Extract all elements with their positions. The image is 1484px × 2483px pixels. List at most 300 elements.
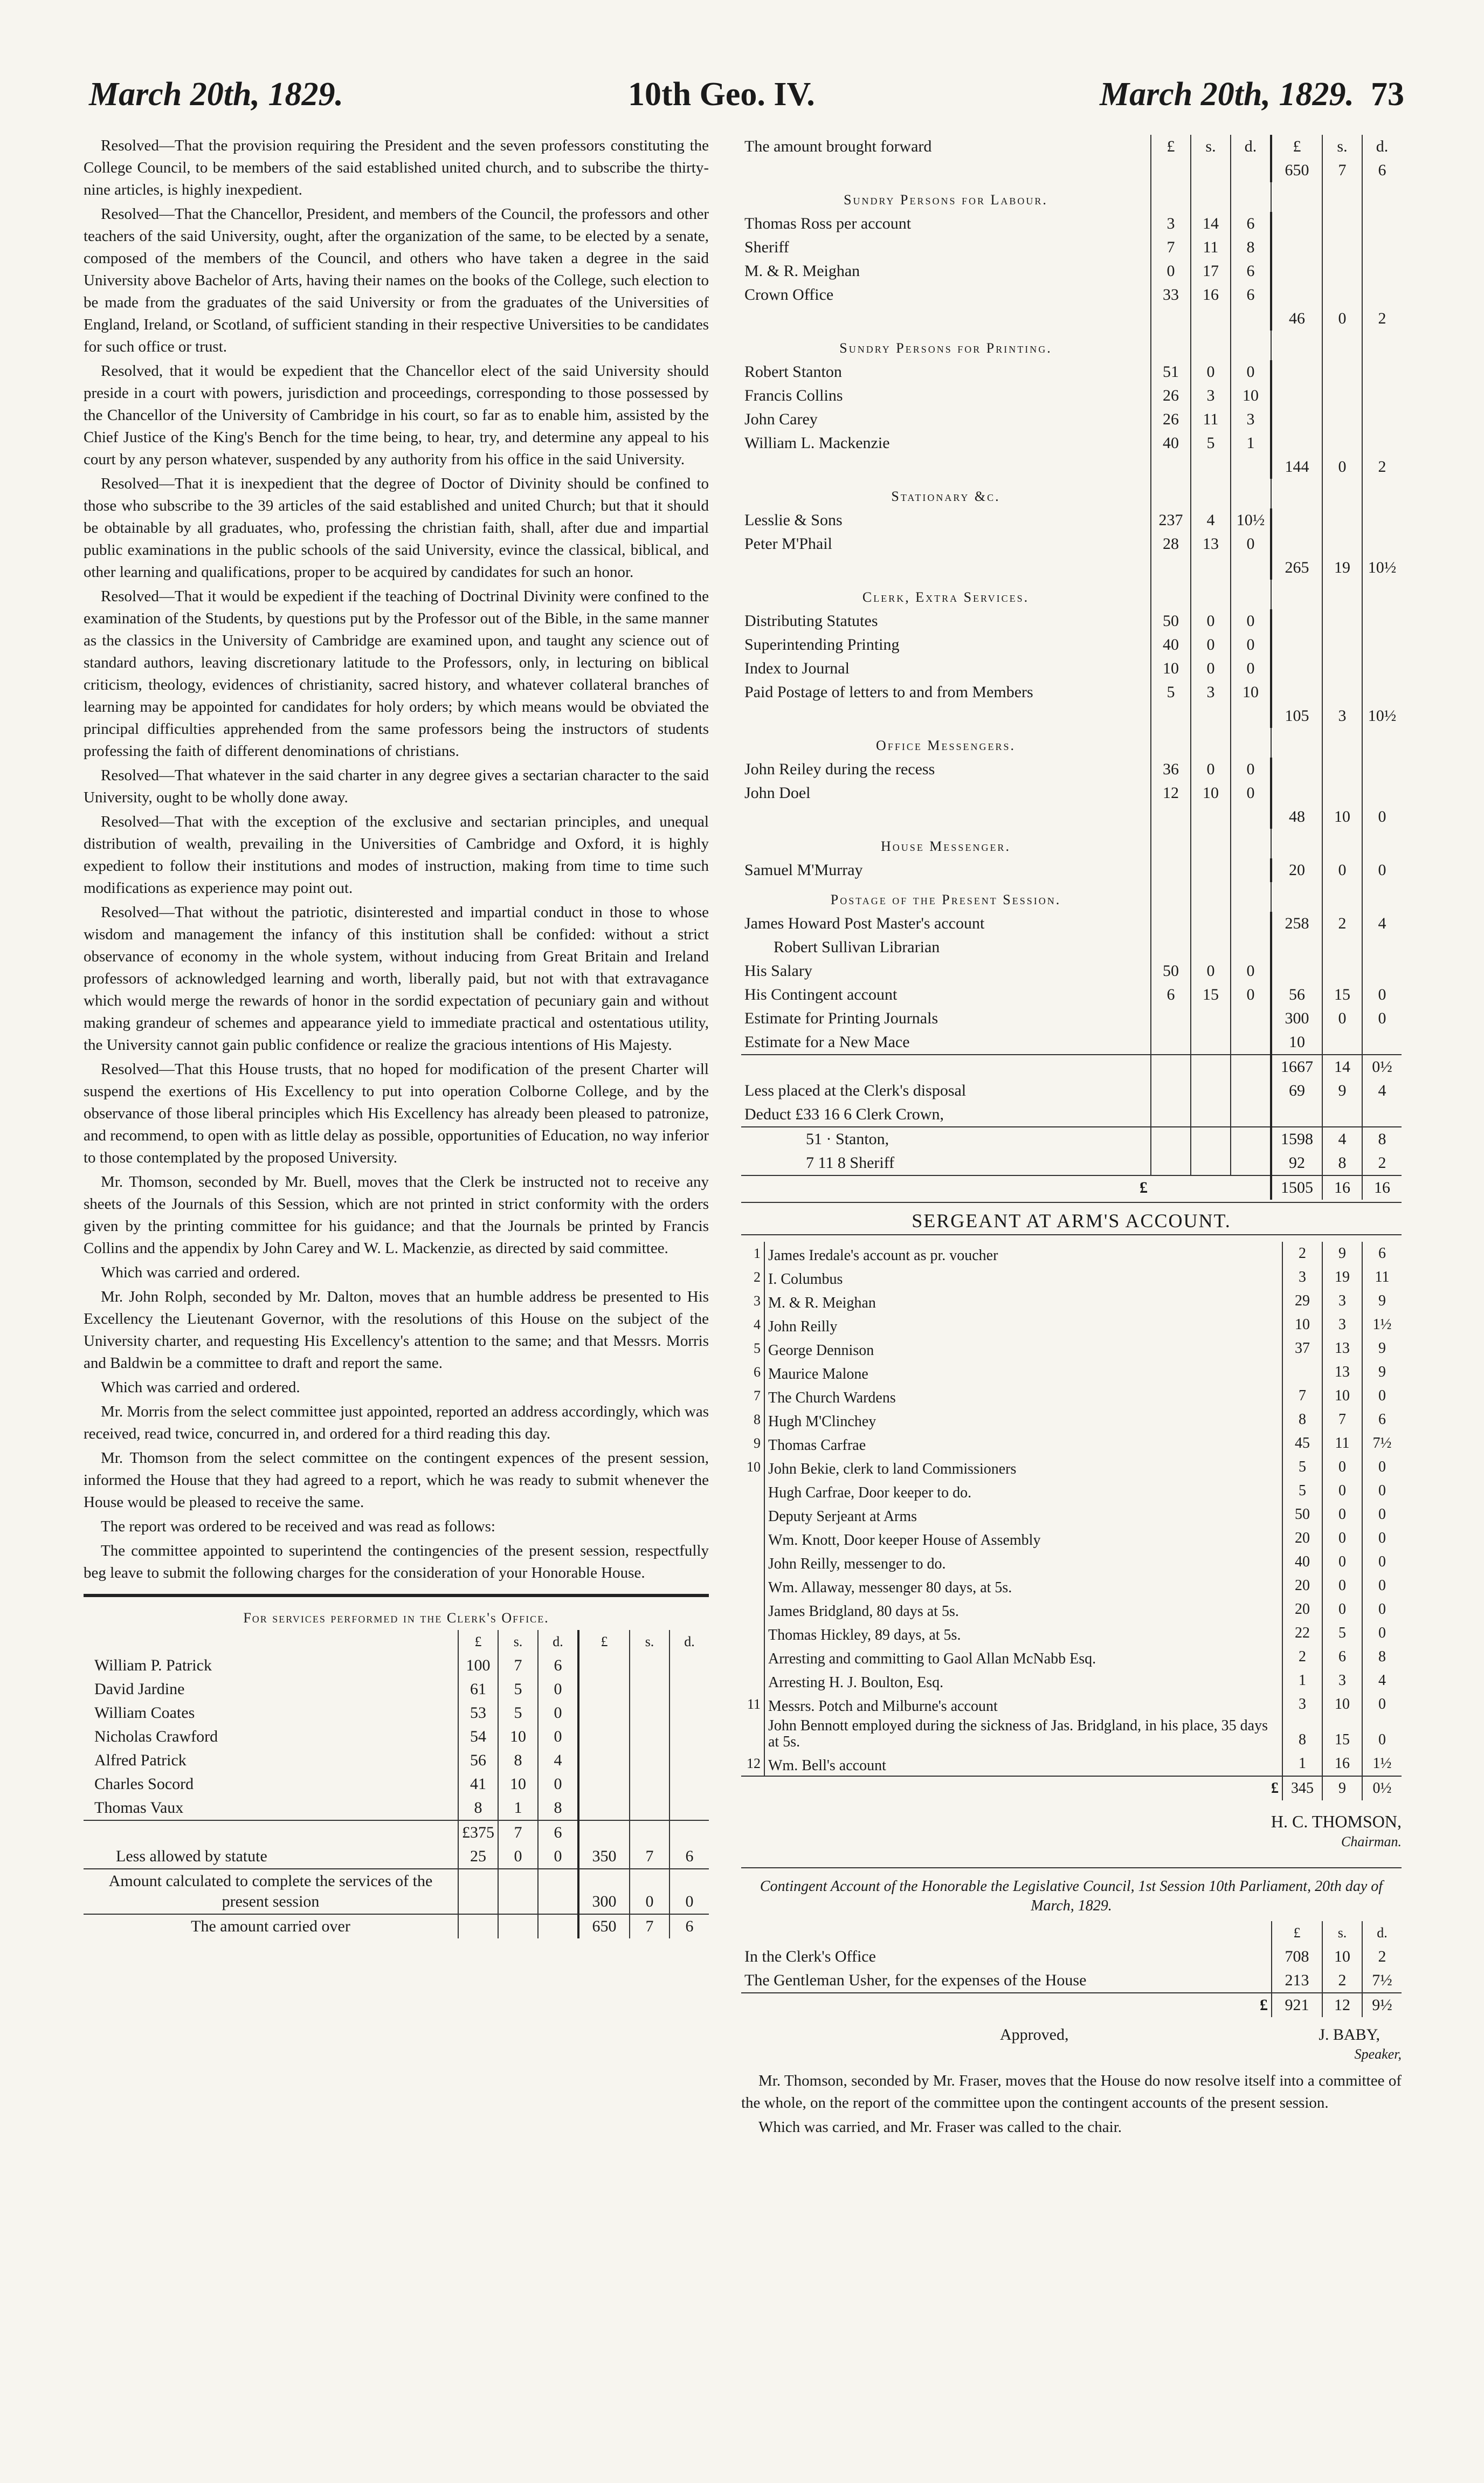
- section-total-d: 0: [1362, 858, 1402, 882]
- estimate-l: 10: [1271, 1030, 1322, 1055]
- section-total-row: [741, 455, 1402, 479]
- amount-pounds: 8: [1282, 1408, 1322, 1432]
- empty-cell: [1362, 781, 1402, 805]
- empty-cell: [1231, 704, 1271, 728]
- amount-pounds: 8: [458, 1796, 498, 1820]
- section-title: Postage of the Present Session.: [830, 892, 1061, 907]
- council-table: [741, 1921, 1402, 2017]
- empty-cell: [669, 1749, 709, 1772]
- empty-cell: [1362, 384, 1402, 408]
- account-name: In the Clerk's Office: [744, 1948, 876, 1965]
- section-heading-row: [741, 829, 1402, 858]
- empty-cell: [1231, 829, 1271, 858]
- amount-pence: 1: [1231, 431, 1271, 455]
- final-sym: £: [741, 1175, 1151, 1200]
- amount-shillings: 0: [1322, 1598, 1362, 1621]
- amount-pounds: 56: [458, 1749, 498, 1772]
- table-row: [84, 1749, 709, 1772]
- sergeant-total-l: 345: [1282, 1776, 1322, 1800]
- empty-cell: [1271, 384, 1322, 408]
- amount-shillings: 0: [1191, 609, 1231, 633]
- council-total-sym: £: [741, 1993, 1272, 2017]
- final-d: 16: [1362, 1175, 1402, 1200]
- amount-shillings: 0: [1191, 633, 1231, 657]
- amount-shillings: 5: [1191, 431, 1231, 455]
- speaker-role: Speaker,: [1354, 2046, 1402, 2062]
- table-row: [741, 1479, 1402, 1503]
- amount-pounds: 5: [1151, 680, 1191, 704]
- row-number: 10: [747, 1459, 761, 1475]
- amount-pounds: 10: [1282, 1313, 1322, 1337]
- section-total-l: 48: [1271, 805, 1322, 829]
- empty-cell: [630, 1749, 669, 1772]
- resolution-paragraph: Resolved—That this House trusts, that no hoped for modification of the present Charter will suspend the exertions of His Excellency to put into operation Colborne College, and by the observance of those liberal principles which His Excellency has already been pleased to patronize, and recommend, to open with as little delay as possible, opportunities of Education, no way inferior to those contemplated by the proposed University.: [84, 1061, 709, 1166]
- table-row: [84, 1654, 709, 1677]
- salary-s: 0: [1191, 959, 1231, 983]
- payee-name: John Doel: [744, 784, 811, 802]
- net-d: 8: [1362, 1127, 1402, 1151]
- empty-cell: [1322, 479, 1362, 508]
- col-head: s.: [498, 1630, 538, 1654]
- resolution-paragraph: Resolved—That the Chancellor, President, and members of the Council, the professors and other teachers of the said University, ought, after the organization of the same, to be elected by a senate, composed of the members of the Council, and others who have taken a degree in the said University above Bachelor of Arts, having their names on the books of the College, such election to be made from the graduates of the said University or from the graduates of the Universities of England, Ireland, or Scotland, of sufficient standing in their respective Universities to be candidates for such office or trust.: [84, 205, 709, 355]
- table-row: [741, 283, 1402, 307]
- row-number: [741, 1526, 764, 1550]
- row-number: [741, 1645, 764, 1669]
- empty-cell: [1231, 728, 1271, 758]
- net-l: 1598: [1271, 1127, 1322, 1151]
- empty-cell: [1191, 307, 1231, 331]
- empty-cell: [1362, 259, 1402, 283]
- amount-pounds: 5: [1282, 1455, 1322, 1479]
- amount-pence: 8: [1362, 1645, 1402, 1669]
- payee-name: Thomas Carfrae: [764, 1432, 1282, 1455]
- salary-d: 0: [1231, 959, 1271, 983]
- amount-pounds: 708: [1272, 1945, 1322, 1969]
- payee-name: The Church Wardens: [764, 1384, 1282, 1408]
- payee-name: John Carey: [744, 410, 818, 428]
- empty-cell: [1362, 758, 1402, 781]
- table-row: [84, 1796, 709, 1820]
- empty-cell: [669, 1772, 709, 1796]
- amount-shillings: 7: [1322, 1408, 1362, 1432]
- col-head: d.: [538, 1630, 578, 1654]
- empty-cell: [1362, 580, 1402, 609]
- amount-pence: 0: [1231, 633, 1271, 657]
- council-total-d: 9½: [1362, 1993, 1402, 2017]
- row-number: 7: [754, 1388, 761, 1404]
- brought-forward-l: 650: [1271, 159, 1322, 182]
- empty-cell: [1151, 182, 1191, 212]
- empty-cell: [1231, 556, 1271, 580]
- speaker-signature: [741, 2044, 1402, 2065]
- amount-shillings: 13: [1191, 532, 1231, 556]
- section-heading-row: [741, 182, 1402, 212]
- empty-cell: [1271, 657, 1322, 680]
- amount-pounds: 37: [1282, 1337, 1322, 1360]
- empty-cell: [1191, 829, 1231, 858]
- payee-name: Thomas Hickley, 89 days, at 5s.: [764, 1621, 1282, 1645]
- table-row: [84, 1701, 709, 1725]
- amount-pence: 0: [1362, 1574, 1402, 1598]
- amount-pence: 6: [1231, 259, 1271, 283]
- empty-cell: [1231, 455, 1271, 479]
- less-placed-s: 9: [1322, 1079, 1362, 1103]
- empty-cell: [1191, 882, 1231, 912]
- amount-pounds: 61: [458, 1677, 498, 1701]
- table-row: [741, 633, 1402, 657]
- amount-pence: 9: [1362, 1337, 1402, 1360]
- empty-cell: [1322, 657, 1362, 680]
- col-head: £: [578, 1630, 630, 1654]
- brought-forward-label: The amount brought forward: [744, 137, 932, 155]
- col-head: £: [458, 1630, 498, 1654]
- amount-pounds: 3: [1282, 1693, 1322, 1716]
- resolution-paragraph: The committee appointed to superintend the contingencies of the present session, respectfully beg leave to submit the following charges for the consideration of your Honorable House.: [84, 1542, 709, 1581]
- header-reign: 10th Geo. IV.: [628, 76, 815, 113]
- empty-cell: [1322, 182, 1362, 212]
- amount-pence: 1½: [1362, 1752, 1402, 1776]
- table-row: [741, 1526, 1402, 1550]
- amount-shillings: 7: [498, 1654, 538, 1677]
- table-row: [741, 1242, 1402, 1265]
- section-total-name: James Howard Post Master's account: [744, 914, 985, 932]
- table-row: [741, 408, 1402, 431]
- amount-calc-label: Amount calculated to complete the services of the present session: [84, 1869, 458, 1914]
- section-title: Sundry Persons for Labour.: [844, 192, 1048, 208]
- payee-name: Crown Office: [744, 286, 834, 304]
- amount-shillings: 11: [1191, 236, 1231, 259]
- payee-name: Sheriff: [744, 238, 789, 256]
- header-date-right-text: March 20th, 1829.: [1100, 76, 1354, 113]
- resolutions-text: [84, 135, 709, 1584]
- empty-cell: [1191, 1030, 1231, 1055]
- resolution-paragraph: Resolved—That without the patriotic, disinterested and impartial conduct in those to whose wisdom and management the infancy of this institution shall be confided: without a strict observance of economy in the whole system, without inducing from Great Britain and Ireland professors of acknowledged learning and worth, liberally paid, but not with that extravagance which would merge the rewards of honor in the sordid expectation of pecuniary gain and without making grandeur of schemes and appearance yield to immediate practical and ostentatious utility, the University cannot gain public confidence or realize the gracious intentions of His Majesty.: [84, 904, 709, 1054]
- section-total-d: 10½: [1362, 704, 1402, 728]
- amount-pence: 0: [1362, 1621, 1402, 1645]
- amount-pence: 0: [1231, 781, 1271, 805]
- payee-name: Robert Stanton: [744, 363, 842, 381]
- amount-shillings: 10: [498, 1725, 538, 1749]
- table-row: [741, 532, 1402, 556]
- payee-name: M. & R. Meighan: [764, 1289, 1282, 1313]
- deduct-total-s: 8: [1322, 1151, 1362, 1175]
- brought-forward-s: 7: [1322, 159, 1362, 182]
- employee-name: William P. Patrick: [94, 1656, 212, 1674]
- table-row: [741, 1313, 1402, 1337]
- amount-pounds: 5: [1282, 1479, 1322, 1503]
- table-row: [741, 1669, 1402, 1693]
- empty-cell: [1362, 532, 1402, 556]
- amount-calc-l: 300: [578, 1869, 630, 1914]
- empty-cell: [578, 1654, 630, 1677]
- section-heading-row: [741, 331, 1402, 360]
- less-allowed-label: Less allowed by statute: [116, 1847, 267, 1865]
- empty-cell: [630, 1677, 669, 1701]
- section-total-row: [741, 307, 1402, 331]
- amount-pounds: 40: [1151, 431, 1191, 455]
- empty-cell: [1151, 805, 1191, 829]
- payee-name: Distributing Statutes: [744, 612, 878, 630]
- amount-pence: 10: [1231, 384, 1271, 408]
- amount-shillings: 16: [1322, 1752, 1362, 1776]
- sergeant-total-sym: £: [764, 1776, 1282, 1800]
- closing-paragraph: Mr. Thomson, seconded by Mr. Fraser, moves that the House do now resolve itself into a committee of the whole, on the report of the committee upon the contingent accounts of the present session.: [741, 2072, 1402, 2111]
- estimate-d: 0: [1362, 1007, 1402, 1030]
- empty-cell: [1362, 331, 1402, 360]
- amount-pounds: 12: [1151, 781, 1191, 805]
- section-title: Stationary &c.: [891, 489, 1000, 504]
- deduct-total-l: 92: [1271, 1151, 1322, 1175]
- table-row: [741, 657, 1402, 680]
- amount-shillings: 0: [1322, 1574, 1362, 1598]
- section-total-row: [741, 858, 1402, 882]
- carried-over-l: 650: [578, 1914, 630, 1938]
- row-number: 12: [747, 1756, 761, 1771]
- amount-pounds: 20: [1282, 1574, 1322, 1598]
- empty-cell: [1362, 479, 1402, 508]
- empty-cell: [1322, 758, 1362, 781]
- empty-cell: [1362, 431, 1402, 455]
- salary-l: 50: [1151, 959, 1191, 983]
- amount-pence: 0: [538, 1701, 578, 1725]
- section-rule: [741, 1867, 1402, 1868]
- empty-cell: [1322, 633, 1362, 657]
- sergeant-title: SERGEANT AT ARM'S ACCOUNT.: [912, 1210, 1231, 1232]
- amount-pounds: 50: [1151, 609, 1191, 633]
- row-number: 5: [754, 1340, 761, 1356]
- section-total-l: 105: [1271, 704, 1322, 728]
- row-number: 4: [754, 1317, 761, 1332]
- brought-forward-d: 6: [1362, 159, 1402, 182]
- table-row: [741, 1752, 1402, 1776]
- table-row: [84, 1725, 709, 1749]
- payee-name: Wm. Allaway, messenger 80 days, at 5s.: [764, 1574, 1282, 1598]
- empty-cell: [1271, 633, 1322, 657]
- empty-cell: [1322, 283, 1362, 307]
- empty-cell: [1322, 882, 1362, 912]
- amount-pounds: 54: [458, 1725, 498, 1749]
- amount-pence: 7½: [1362, 1969, 1402, 1993]
- employee-name: Charles Socord: [94, 1775, 194, 1793]
- section-total-l: 46: [1271, 307, 1322, 331]
- deduct-total-d: 2: [1362, 1151, 1402, 1175]
- empty-cell: [1191, 1007, 1231, 1030]
- amount-pounds: 29: [1282, 1289, 1322, 1313]
- table-row: [741, 236, 1402, 259]
- table-row: [741, 259, 1402, 283]
- table-row: [741, 1289, 1402, 1313]
- amount-pence: 6: [538, 1654, 578, 1677]
- payee-name: Deputy Serjeant at Arms: [764, 1503, 1282, 1526]
- amount-pounds: 28: [1151, 532, 1191, 556]
- section-total-row: [741, 805, 1402, 829]
- account-name: The Gentleman Usher, for the expenses of the House: [744, 1971, 1087, 1989]
- final-s: 16: [1322, 1175, 1362, 1200]
- section-title: Sundry Persons for Printing.: [839, 340, 1052, 356]
- payee-name: Superintending Printing: [744, 636, 900, 654]
- payee-name: James Bridgland, 80 days at 5s.: [764, 1598, 1282, 1621]
- section-total-s: 0: [1322, 455, 1362, 479]
- section-total-l: 258: [1271, 912, 1322, 936]
- payee-name: Paid Postage of letters to and from Members: [744, 683, 1033, 701]
- empty-cell: [1191, 580, 1231, 609]
- amount-shillings: 17: [1191, 259, 1231, 283]
- table-row: [741, 1360, 1402, 1384]
- amount-shillings: 5: [1322, 1621, 1362, 1645]
- empty-cell: [1362, 360, 1402, 384]
- empty-cell: [1322, 212, 1362, 236]
- council-total-s: 12: [1322, 1993, 1362, 2017]
- section-title: Clerk, Extra Services.: [862, 589, 1030, 605]
- section-total-l: 265: [1271, 556, 1322, 580]
- empty-cell: [669, 1701, 709, 1725]
- amount-shillings: 3: [1191, 680, 1231, 704]
- payee-name: Thomas Ross per account: [744, 215, 912, 232]
- amount-shillings: 0: [1191, 360, 1231, 384]
- empty-cell: [630, 1772, 669, 1796]
- section-total-d: 2: [1362, 455, 1402, 479]
- empty-cell: [1151, 728, 1191, 758]
- amount-pence: 0: [1362, 1479, 1402, 1503]
- resolution-paragraph: Resolved—That it is inexpedient that the degree of Doctor of Divinity should be confined to those who subscribe to the 39 articles of the said established and united Church; but that it should be obtainable by all graduates, who, professing the christian faith, shall, after due and impartial public examinations in the public schools of the said University, evince the classical, biblical, and other learning and qualifications, proper to be acquired by candidates for such an honor.: [84, 475, 709, 581]
- amount-shillings: 0: [1191, 758, 1231, 781]
- table-row: [741, 680, 1402, 704]
- amount-pounds: 26: [1151, 384, 1191, 408]
- empty-cell: [1322, 508, 1362, 532]
- section-total-row: [741, 912, 1402, 936]
- table-row: [741, 1265, 1402, 1289]
- amount-shillings: 13: [1322, 1360, 1362, 1384]
- payee-name: Hugh M'Clinchey: [764, 1408, 1282, 1432]
- row-number: [741, 1621, 764, 1645]
- section-total-row: [741, 704, 1402, 728]
- subtotal-s: 7: [498, 1820, 538, 1845]
- amount-pounds: 213: [1272, 1969, 1322, 1993]
- empty-cell: [1231, 858, 1271, 882]
- less-placed-l: 69: [1271, 1079, 1322, 1103]
- amount-pounds: 53: [458, 1701, 498, 1725]
- table-row: [741, 1503, 1402, 1526]
- approval-block: [741, 2026, 1402, 2044]
- amount-pence: 7½: [1362, 1432, 1402, 1455]
- employee-name: Nicholas Crawford: [94, 1728, 218, 1745]
- table-row: [741, 1693, 1402, 1716]
- section-total-s: 0: [1322, 307, 1362, 331]
- empty-cell: [1362, 829, 1402, 858]
- amount-shillings: 3: [1322, 1313, 1362, 1337]
- deduct-line: 51 · Stanton,: [741, 1127, 1151, 1151]
- amount-shillings: 10: [1322, 1945, 1362, 1969]
- carried-over-s: 7: [630, 1914, 669, 1938]
- amount-pence: 0: [538, 1772, 578, 1796]
- amount-pounds: 50: [1282, 1503, 1322, 1526]
- subtotal-d: 6: [538, 1820, 578, 1845]
- amount-shillings: 6: [1322, 1645, 1362, 1669]
- col-head: £: [1272, 1921, 1322, 1945]
- amount-pence: 3: [1231, 408, 1271, 431]
- amount-pounds: 10: [1151, 657, 1191, 680]
- amount-pounds: 2: [1282, 1645, 1322, 1669]
- amount-pounds: 41: [458, 1772, 498, 1796]
- amount-shillings: 1: [498, 1796, 538, 1820]
- estimate-l: 300: [1271, 1007, 1322, 1030]
- header-date-right: [1100, 75, 1404, 114]
- empty-cell: [1151, 1007, 1191, 1030]
- estimate-name: Estimate for Printing Journals: [744, 1009, 938, 1027]
- table-row: [741, 1337, 1402, 1360]
- empty-cell: [1191, 912, 1231, 936]
- payee-name: John Bennott employed during the sickness of Jas. Bridgland, in his place, 35 days at 5s.: [764, 1716, 1282, 1752]
- less-placed-label: Less placed at the Clerk's disposal: [744, 1082, 967, 1099]
- empty-cell: [1231, 580, 1271, 609]
- amount-pence: 8: [538, 1796, 578, 1820]
- empty-cell: [1362, 182, 1402, 212]
- amount-shillings: 5: [498, 1701, 538, 1725]
- empty-cell: [1151, 307, 1191, 331]
- table-row: [741, 1574, 1402, 1598]
- payee-name: Hugh Carfrae, Door keeper to do.: [764, 1479, 1282, 1503]
- net-s: 4: [1322, 1127, 1362, 1151]
- table-row: [741, 508, 1402, 532]
- section-heading-row: [741, 580, 1402, 609]
- speaker-name: J. BABY,: [1319, 2026, 1380, 2044]
- amount-pounds: 20: [1282, 1526, 1322, 1550]
- empty-cell: [1362, 680, 1402, 704]
- empty-cell: [1231, 331, 1271, 360]
- salary-label: His Salary: [744, 962, 812, 980]
- amount-shillings: 11: [1322, 1432, 1362, 1455]
- section-total-d: 2: [1362, 307, 1402, 331]
- empty-cell: [1271, 408, 1322, 431]
- amount-calc-d: 0: [669, 1869, 709, 1914]
- amount-shillings: 19: [1322, 1265, 1362, 1289]
- row-number: 8: [754, 1412, 761, 1427]
- table-row: [741, 1598, 1402, 1621]
- section-total-s: 19: [1322, 556, 1362, 580]
- gross-s: 14: [1322, 1055, 1362, 1079]
- empty-cell: [578, 1701, 630, 1725]
- empty-cell: [1322, 728, 1362, 758]
- estimate-d: [1362, 1030, 1402, 1055]
- section-total-d: 10½: [1362, 556, 1402, 580]
- empty-cell: [1362, 236, 1402, 259]
- amount-pounds: 2: [1282, 1242, 1322, 1265]
- table-row: [741, 1969, 1402, 1993]
- row-number: 2: [754, 1269, 761, 1285]
- amount-pounds: 51: [1151, 360, 1191, 384]
- payee-name: Index to Journal: [744, 659, 850, 677]
- row-number: 6: [754, 1364, 761, 1380]
- payee-name: Lesslie & Sons: [744, 511, 843, 529]
- empty-cell: [1271, 781, 1322, 805]
- amount-pounds: 3: [1151, 212, 1191, 236]
- header-date-left: March 20th, 1829.: [89, 76, 343, 113]
- empty-cell: [1322, 384, 1362, 408]
- row-number: 3: [754, 1293, 761, 1309]
- amount-pence: 11: [1362, 1265, 1402, 1289]
- amount-pence: 10: [1231, 680, 1271, 704]
- less-allowed-d: 0: [538, 1845, 578, 1869]
- empty-cell: [1322, 680, 1362, 704]
- less-allowed-l: 25: [458, 1845, 498, 1869]
- page-number: 73: [1371, 76, 1404, 113]
- estimate-s: [1322, 1030, 1362, 1055]
- amount-pence: 6: [1231, 212, 1271, 236]
- amount-shillings: 4: [1191, 508, 1231, 532]
- empty-cell: [578, 1749, 630, 1772]
- estimate-row: [741, 1030, 1402, 1055]
- less-placed-d: 4: [1362, 1079, 1402, 1103]
